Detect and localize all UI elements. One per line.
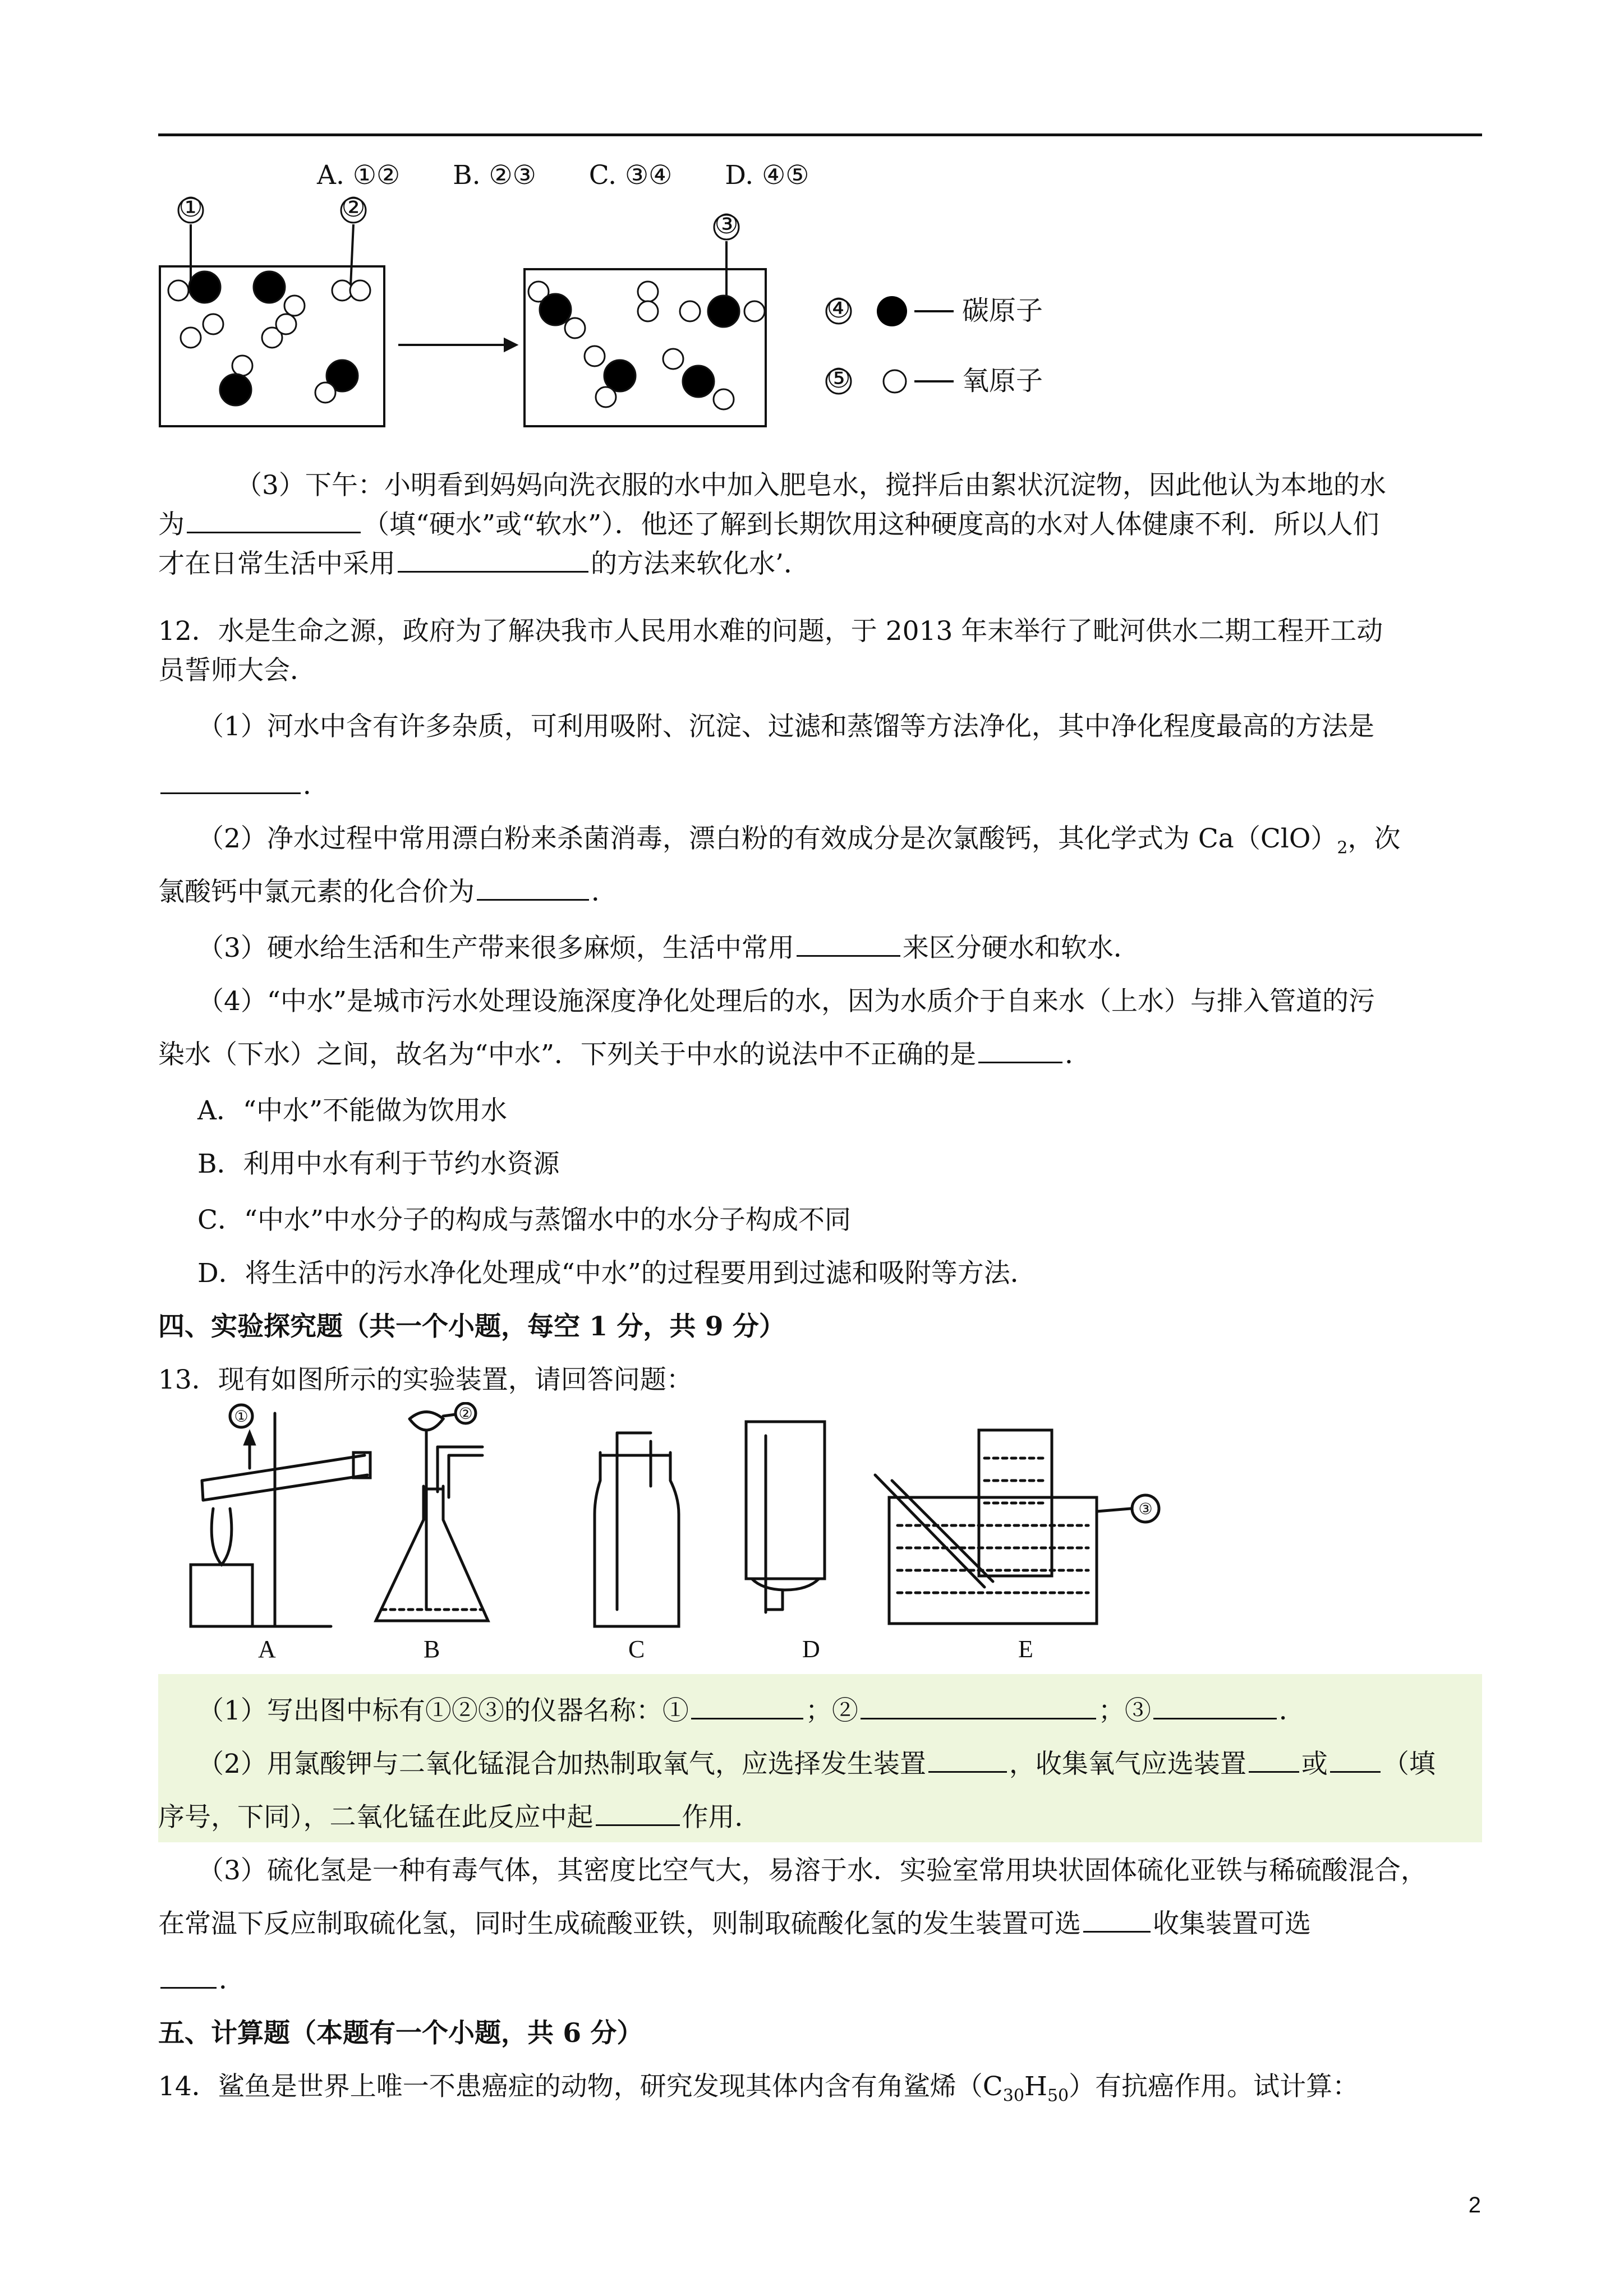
q13-part3-line2: 在常温下反应制取硫化氢，同时生成硫酸亚铁，则制取硫酸化氢的发生装置可选 收集装置可选 xyxy=(158,1908,1311,1939)
q11-3-line1: （3）下午：小明看到妈妈向洗衣服的水中加入肥皂水，搅拌后由絮状沉淀物，因此他认为本地的水 xyxy=(236,470,1386,501)
q13-part2-line1: （2）用氯酸钾与二氧化锰混合加热制取氧气，应选择发生装置 ，收集氧气应选装置 或 （填 xyxy=(197,1749,1436,1779)
page-number: 2 xyxy=(1468,2193,1481,2217)
q13-intro: 13．现有如图所示的实验装置，请回答问题： xyxy=(158,1364,693,1395)
apparatus-label-c: C xyxy=(628,1635,645,1663)
answer-blank[interactable] xyxy=(928,1748,1007,1773)
apparatus-label-b: B xyxy=(424,1635,440,1663)
apparatus-label-d: D xyxy=(802,1635,820,1663)
q12-option-d: D．将生活中的污水净化处理成“中水”的过程要用到过滤和吸附等方法． xyxy=(197,1258,1037,1289)
marker-3: ③ xyxy=(714,209,739,240)
legend-num-4: ④ xyxy=(826,293,851,324)
q12-option-b: B．利用中水有利于节约水资源 xyxy=(197,1149,560,1179)
apparatus-label-a: A xyxy=(258,1635,276,1663)
answer-blank[interactable] xyxy=(160,769,301,794)
carbon-atom-legend xyxy=(877,296,907,326)
q13-part3-line1: （3）硫化氢是一种有毒气体，其密度比空气大，易溶于水．实验室常用块状固体硫化亚铁与稀硫酸混合， xyxy=(197,1855,1427,1886)
answer-blank[interactable] xyxy=(1153,1694,1277,1719)
answer-blank[interactable] xyxy=(477,875,589,901)
answer-blank[interactable] xyxy=(398,547,588,573)
answer-blank[interactable] xyxy=(1083,1907,1151,1933)
apparatus-diagram xyxy=(168,1402,1206,1638)
header-rule xyxy=(158,133,1482,136)
answer-blank[interactable] xyxy=(797,932,900,957)
q14-text: 14．鲨鱼是世界上唯一不患癌症的动物，研究发现其体内含有角鲨烯$(C_{30}H_{50})$有抗癌作用。试计算： xyxy=(158,2071,1359,2106)
q12-intro-line1: 12．水是生命之源，政府为了解决我市人民用水难的问题，于 2013 年末举行了毗河供水二期工程开工动 xyxy=(158,616,1383,647)
legend-carbon-label: 碳原子 xyxy=(962,295,1043,326)
q12-option-a: A．“中水”不能做为饮用水 xyxy=(197,1095,507,1126)
answer-blank[interactable] xyxy=(1249,1748,1299,1773)
section-5-heading: 五、计算题（本题有一个小题，共 6 分） xyxy=(158,2018,643,2049)
q11-3-line2: 为 （填“硬水”或“软水”）．他还了解到长期饮用这种硬度高的水对人体健康不利．所以人们 xyxy=(158,509,1379,540)
marker-1: ① xyxy=(178,192,203,223)
apparatus-marker-3: ③ xyxy=(1138,1500,1153,1518)
q12-option-c: C．“中水”中水分子的构成与蒸馏水中的水分子构成不同 xyxy=(197,1205,852,1235)
marker-2: ② xyxy=(341,192,366,223)
q12-part1: （1）河水中含有许多杂质，可利用吸附、沉淀、过滤和蒸馏等方法净化，其中净化程度最高的方法是 xyxy=(197,711,1374,742)
answer-blank[interactable] xyxy=(160,1963,217,1989)
q13-part1: （1）写出图中标有①②③的仪器名称：① ；② ；③ ． xyxy=(197,1695,1305,1726)
answer-blank[interactable] xyxy=(861,1694,1096,1719)
section-4-heading: 四、实验探究题（共一个小题，每空 1 分，共 9 分） xyxy=(158,1311,785,1342)
answer-blank[interactable] xyxy=(596,1801,680,1826)
choices-line: A. ①② B. ②③ C. ③④ D. ④⑤ xyxy=(317,160,809,191)
q12-intro-line2: 员誓师大会． xyxy=(158,655,316,686)
legend-num-5: ⑤ xyxy=(826,363,851,394)
q12-part4-line1: （4）“中水”是城市污水处理设施深度净化处理后的水，因为水质介于自来水（上水）与排入管道的污 xyxy=(197,986,1375,1017)
answer-blank[interactable] xyxy=(691,1694,803,1719)
legend-oxygen-label: 氧原子 xyxy=(962,365,1043,397)
answer-blank[interactable] xyxy=(187,508,361,533)
answer-blank[interactable] xyxy=(978,1038,1062,1063)
q13-part3-line3: ． xyxy=(158,1963,245,1998)
answer-blank[interactable] xyxy=(1330,1748,1381,1773)
q12-part2-line1: （2）净水过程中常用漂白粉来杀菌消毒，漂白粉的有效成分是次氯酸钙，其化学式为 $Ca(ClO)_2$，次 xyxy=(197,823,1401,858)
q13-part2-line2: 序号，下同），二氧化锰在此反应中起 作用． xyxy=(158,1802,761,1833)
q12-part2-line2: 氯酸钙中氯元素的化合价为 ． xyxy=(158,877,618,907)
apparatus-marker-2: ② xyxy=(458,1404,473,1423)
oxygen-atom-legend xyxy=(884,370,906,393)
q12-part3: （3）硬水给生活和生产带来很多麻烦，生活中常用 来区分硬水和软水． xyxy=(197,933,1140,963)
q12-part4-line2: 染水（下水）之间，故名为“中水”．下列关于中水的说法中不正确的是 ． xyxy=(158,1039,1092,1070)
q12-part1-answer: ． xyxy=(158,768,329,803)
apparatus-label-e: E xyxy=(1018,1635,1033,1663)
q11-3-line3: 才在日常生活中采用 的方法来软化水’． xyxy=(158,548,810,579)
molecule-diagram xyxy=(151,191,1139,437)
apparatus-marker-1: ① xyxy=(234,1407,249,1426)
